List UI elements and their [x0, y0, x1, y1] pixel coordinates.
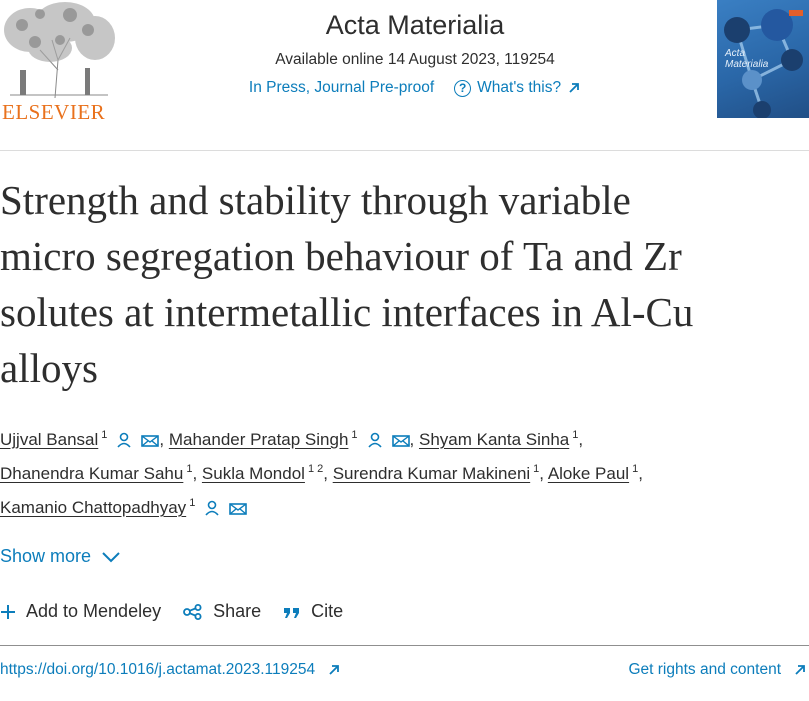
mail-icon[interactable] — [141, 434, 159, 448]
rights-link[interactable] — [628, 661, 807, 679]
share-button[interactable] — [183, 601, 261, 622]
elsevier-wordmark: ELSEVIER — [2, 100, 106, 124]
footer-divider — [0, 645, 809, 646]
person-icon[interactable] — [116, 432, 132, 448]
article-title — [0, 172, 809, 396]
cover-title: Acta Materialia — [725, 48, 769, 70]
author-link[interactable]: Aloke Paul $^1$ — [547, 463, 639, 483]
person-icon[interactable] — [204, 500, 220, 516]
cite-label: Cite — [311, 601, 344, 621]
title-line: alloys — [0, 345, 98, 391]
elsevier-tree-logo — [0, 0, 118, 100]
title-line: micro segregation behaviour of Ta and Zr — [0, 233, 682, 279]
in-press-status: In Press, Journal Pre-proof — [248, 79, 435, 96]
chevron-down-icon — [101, 551, 121, 563]
author-link[interactable]: Dhanendra Kumar Sahu $^1$ — [0, 463, 193, 483]
author-link[interactable]: Sukla Mondol $^{1 2}$ — [201, 463, 324, 483]
author-link[interactable]: Shyam Kanta Sinha $^1$ — [418, 429, 579, 449]
journal-cover[interactable] — [717, 0, 809, 118]
journal-title[interactable]: Acta Materialia — [325, 10, 505, 40]
author-link[interactable]: Surendra Kumar Makineni $^1$ — [332, 463, 540, 483]
doi-link[interactable] — [0, 661, 341, 679]
title-line: Strength and stability through variable — [0, 177, 631, 223]
mail-icon[interactable] — [229, 502, 247, 516]
doi-text: https://doi.org/10.1016/j.actamat.2023.119254 — [0, 661, 316, 678]
author-link[interactable]: Kamanio Chattopadhyay $^1$ — [0, 497, 196, 517]
share-icon — [183, 604, 203, 620]
author-link[interactable]: Mahander Pratap Singh $^1$ — [168, 429, 358, 449]
header-divider — [0, 150, 809, 151]
show-more-button[interactable] — [0, 546, 121, 567]
elsevier-logo[interactable] — [0, 0, 118, 125]
mendeley-label: Add to Mendeley — [26, 601, 162, 621]
cite-button[interactable] — [283, 601, 343, 622]
add-to-mendeley-button[interactable] — [0, 601, 161, 622]
author-list: Ujjval Bansal $^1$ , Mahander Pratap Singh $^1$ , Shyam Kanta Sinha $^1$, Dhanendra Kumar Sahu $^1$, Sukla Mondol $^{1 2}$, Surendra Kumar Makineni $^1$, Aloke Paul $^1$, Kamanio Chattopadhyay $^1$ — [0, 429, 643, 517]
rights-text: Get rights and content — [628, 661, 781, 678]
question-icon[interactable]: ? — [454, 80, 471, 97]
article-actions — [0, 601, 365, 622]
status-row — [200, 79, 630, 97]
journal-header — [200, 10, 630, 97]
external-link-icon — [793, 663, 807, 677]
title-line: solutes at intermetallic interfaces in Al-Cu — [0, 289, 694, 335]
person-icon[interactable] — [367, 432, 383, 448]
quote-icon — [283, 605, 301, 619]
show-more-label: Show more — [0, 546, 92, 566]
available-online: Available online 14 August 2023, 119254 — [275, 51, 555, 68]
mail-icon[interactable] — [392, 434, 410, 448]
external-link-icon — [567, 81, 581, 95]
author-link[interactable]: Ujjval Bansal $^1$ — [0, 429, 108, 449]
whats-this-link[interactable]: What's this? — [477, 79, 562, 96]
plus-icon — [0, 604, 16, 620]
share-label: Share — [213, 601, 262, 621]
external-link-icon — [327, 663, 341, 677]
